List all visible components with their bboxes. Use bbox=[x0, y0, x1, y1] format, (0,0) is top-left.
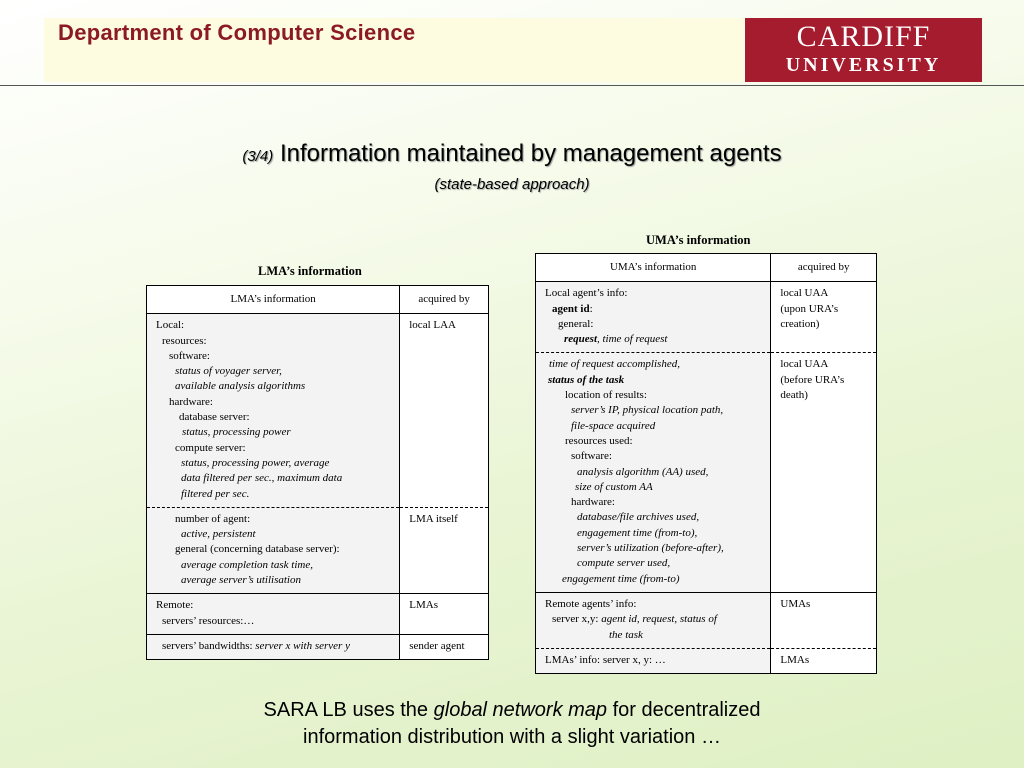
lma-info-table bbox=[146, 285, 489, 660]
slide-title-text: Information maintained by management agents bbox=[279, 140, 782, 167]
info-line: database/file archives used, bbox=[577, 511, 700, 524]
info-line: compute server used, bbox=[577, 557, 671, 570]
info-cell bbox=[147, 594, 400, 635]
info-line: analysis algorithm (AA) used, bbox=[577, 465, 709, 478]
lma-table-caption: LMA’s information bbox=[258, 264, 362, 278]
acquired-by-line: creation) bbox=[780, 317, 820, 330]
footer-line-2: information distribution with a slight variation … bbox=[303, 726, 721, 748]
footer-text bbox=[0, 697, 1024, 751]
acquired-by-cell bbox=[771, 282, 877, 353]
acquired-by-line: LMAs bbox=[780, 653, 810, 666]
info-line-italic: server x with server y bbox=[255, 639, 350, 652]
info-line-bold: agent id bbox=[552, 302, 590, 315]
acquired-by-cell bbox=[400, 507, 489, 593]
info-cell bbox=[147, 507, 400, 593]
acquired-by-line: local UAA bbox=[780, 358, 829, 371]
uma-table-caption: UMA’s information bbox=[646, 233, 751, 247]
acquired-by-line: death) bbox=[780, 389, 808, 402]
info-line: status of the task bbox=[548, 373, 625, 386]
footer-emphasis: global network map bbox=[433, 699, 608, 721]
info-line bbox=[545, 332, 761, 347]
info-line: size of custom AA bbox=[575, 480, 653, 493]
acquired-by-line: UMAs bbox=[780, 597, 811, 610]
table-row bbox=[536, 282, 877, 353]
info-line-bold: request bbox=[564, 333, 597, 346]
info-cell bbox=[536, 648, 771, 673]
info-line: software: bbox=[571, 450, 612, 463]
info-line: number of agent: bbox=[175, 512, 251, 525]
info-line: software: bbox=[169, 349, 210, 362]
info-line: active, persistent bbox=[181, 528, 256, 541]
university-logo bbox=[745, 18, 982, 82]
info-line: Local agent’s info: bbox=[545, 287, 628, 300]
info-line: resources used: bbox=[565, 434, 633, 447]
footer-pre: SARA LB uses the bbox=[263, 699, 434, 721]
info-line: hardware: bbox=[169, 395, 213, 408]
info-line-italic: , time of request bbox=[597, 333, 668, 346]
info-line: location of results: bbox=[565, 389, 647, 402]
table-row bbox=[536, 353, 877, 592]
acquired-by-cell bbox=[400, 314, 489, 508]
info-line: Remote: bbox=[156, 599, 194, 612]
header-divider bbox=[0, 85, 1024, 86]
acquired-by-line: (before URA’s bbox=[780, 373, 845, 386]
info-line: average completion task time, bbox=[181, 558, 313, 571]
info-line: filtered per sec. bbox=[181, 487, 250, 500]
info-line: servers’ bandwidths: server x with server y bbox=[162, 639, 350, 652]
info-cell bbox=[536, 282, 771, 353]
info-line: available analysis algorithms bbox=[175, 380, 306, 393]
info-line: engagement time (from-to) bbox=[562, 572, 680, 585]
info-line: average server’s utilisation bbox=[181, 574, 301, 587]
acquired-by-line: (upon URA’s bbox=[780, 302, 839, 315]
info-line: database server: bbox=[179, 411, 250, 424]
logo-line-2: UNIVERSITY bbox=[785, 54, 942, 76]
table-row bbox=[536, 592, 877, 648]
acquired-by-line: local UAA bbox=[780, 287, 829, 300]
header-row bbox=[536, 254, 877, 282]
acquired-by-cell bbox=[400, 634, 489, 659]
info-cell bbox=[147, 314, 400, 508]
footer-post: for decentralized bbox=[607, 699, 761, 721]
info-line: server’s utilization (before-after), bbox=[577, 542, 724, 555]
info-cell bbox=[147, 634, 400, 659]
info-cell bbox=[536, 592, 771, 648]
column-header: LMA’s information bbox=[147, 286, 400, 314]
info-line: server’s IP, physical location path, bbox=[571, 404, 724, 417]
acquired-by-line: local LAA bbox=[409, 319, 456, 332]
info-line: hardware: bbox=[571, 496, 615, 509]
uma-info-table bbox=[535, 253, 877, 674]
acquired-by-cell bbox=[771, 592, 877, 648]
table-row bbox=[147, 314, 489, 508]
info-line: server x,y: agent id, request, status of bbox=[552, 613, 717, 626]
info-line: status, processing power bbox=[182, 426, 291, 439]
info-line: status, processing power, average bbox=[181, 456, 330, 469]
info-line: status of voyager server, bbox=[175, 365, 282, 378]
department-name: Department of Computer Science bbox=[58, 20, 416, 45]
info-line: compute server: bbox=[175, 441, 246, 454]
info-line: the task bbox=[609, 628, 643, 641]
info-line: Local: bbox=[156, 319, 185, 332]
column-header: acquired by bbox=[771, 254, 877, 282]
acquired-by-line: LMA itself bbox=[409, 512, 458, 525]
info-line: LMAs’ info: server x, y: … bbox=[545, 653, 666, 666]
info-line: servers’ resources:… bbox=[162, 614, 255, 627]
table-row bbox=[147, 507, 489, 593]
info-line: general: bbox=[558, 317, 594, 330]
slide-number: (3/4) bbox=[242, 148, 274, 165]
column-header: UMA’s information bbox=[536, 254, 771, 282]
info-line: general (concerning database server): bbox=[175, 543, 340, 556]
logo-line-1: CARDIFF bbox=[796, 20, 931, 53]
info-line: file-space acquired bbox=[571, 419, 656, 432]
acquired-by-line: sender agent bbox=[409, 639, 465, 652]
acquired-by-cell bbox=[400, 594, 489, 635]
info-cell bbox=[536, 353, 771, 592]
slide-subtitle: (state-based approach) bbox=[434, 176, 590, 193]
info-line: time of request accomplished, bbox=[549, 358, 680, 371]
acquired-by-line: LMAs bbox=[409, 599, 438, 612]
header-row bbox=[147, 286, 489, 314]
acquired-by-cell bbox=[771, 648, 877, 673]
table-row bbox=[147, 634, 489, 659]
info-line: engagement time (from-to), bbox=[577, 526, 698, 539]
acquired-by-cell bbox=[771, 353, 877, 592]
slide-title bbox=[0, 140, 1024, 168]
info-line: agent id: bbox=[552, 302, 593, 315]
info-line: resources: bbox=[162, 334, 207, 347]
table-row bbox=[536, 648, 877, 673]
table-row bbox=[147, 594, 489, 635]
info-line: data filtered per sec., maximum data bbox=[181, 472, 343, 485]
column-header: acquired by bbox=[400, 286, 489, 314]
info-line-italic: agent id, request, status of bbox=[601, 613, 717, 626]
info-line: Remote agents’ info: bbox=[545, 597, 637, 610]
